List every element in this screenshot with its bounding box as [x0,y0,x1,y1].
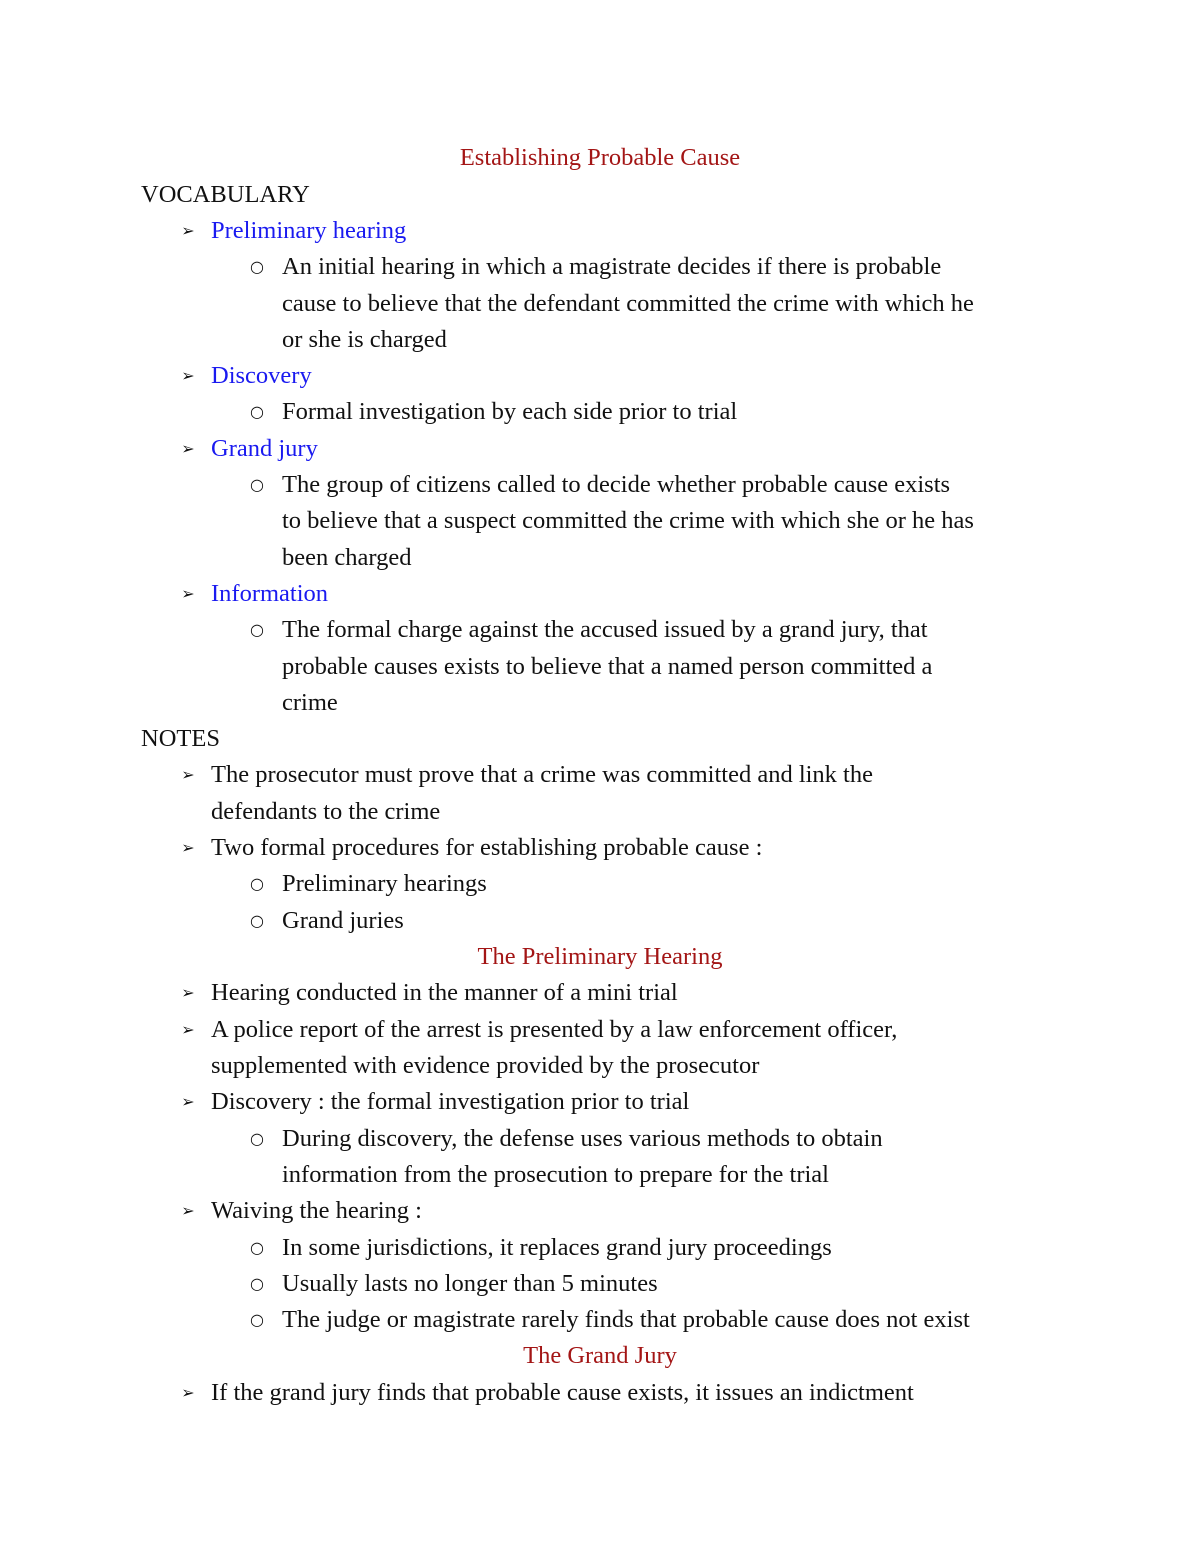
vocab-term-preliminary-hearing: Preliminary hearing [211,217,407,244]
arrowhead-bullet-icon: ➢ [181,838,195,857]
hollow-circle-bullet-icon: ○ [250,1129,264,1148]
page-title: Establishing Probable Cause [459,144,741,171]
section-heading-preliminary-hearing: The Preliminary Hearing [477,943,723,970]
notes-bullet-line: defendants to the crime [211,798,441,825]
notes-bullet-line: Two formal procedures for establishing probable cause : [211,834,763,861]
hearing-bullet-line: supplemented with evidence provided by the prosecutor [211,1052,760,1079]
hollow-circle-bullet-icon: ○ [250,257,264,276]
hearing-sub-item: During discovery, the defense uses various methods to obtain [282,1125,883,1152]
vocab-definition-line: to believe that a suspect committed the crime with which she or he has [282,507,974,534]
vocab-definition-line: probable causes exists to believe that a named person committed a [282,653,933,680]
arrowhead-bullet-icon: ➢ [181,439,195,458]
hollow-circle-bullet-icon: ○ [250,475,264,494]
grand-jury-bullet-line: If the grand jury finds that probable cause exists, it issues an indictment [211,1379,914,1406]
hollow-circle-bullet-icon: ○ [250,1274,264,1293]
arrowhead-bullet-icon: ➢ [181,366,195,385]
hollow-circle-bullet-icon: ○ [250,874,264,893]
vocab-term-information: Information [211,580,329,607]
hollow-circle-bullet-icon: ○ [250,1238,264,1257]
notes-sub-item: Preliminary hearings [282,870,487,897]
hollow-circle-bullet-icon: ○ [250,402,264,421]
hearing-bullet-line: Discovery : the formal investigation prior to trial [211,1088,690,1115]
notes-bullet-line: The prosecutor must prove that a crime was committed and link the [211,761,873,788]
arrowhead-bullet-icon: ➢ [181,1201,195,1220]
arrowhead-bullet-icon: ➢ [181,1383,195,1402]
vocab-term-grand-jury: Grand jury [211,435,318,462]
arrowhead-bullet-icon: ➢ [181,765,195,784]
hearing-sub-item: information from the prosecution to prepare for the trial [282,1161,829,1188]
vocab-definition-line: An initial hearing in which a magistrate decides if there is probable [282,253,942,280]
arrowhead-bullet-icon: ➢ [181,221,195,240]
vocab-definition-line: The formal charge against the accused issued by a grand jury, that [282,616,928,643]
hollow-circle-bullet-icon: ○ [250,620,264,639]
vocab-definition-line: The group of citizens called to decide whether probable cause exists [282,471,951,498]
hearing-sub-item: Usually lasts no longer than 5 minutes [282,1270,658,1297]
hearing-sub-item: The judge or magistrate rarely finds that probable cause does not exist [282,1306,970,1333]
vocabulary-label: VOCABULARY [141,181,310,208]
arrowhead-bullet-icon: ➢ [181,1092,195,1111]
hearing-bullet-line: Hearing conducted in the manner of a mini trial [211,979,678,1006]
vocab-definition-line: Formal investigation by each side prior to trial [282,398,738,425]
hearing-bullet-line: Waiving the hearing : [211,1197,422,1224]
arrowhead-bullet-icon: ➢ [181,1020,195,1039]
notes-label: NOTES [141,725,220,752]
vocab-term-discovery: Discovery [211,362,312,389]
vocab-definition-line: been charged [282,544,412,571]
vocab-definition-line: or she is charged [282,326,447,353]
arrowhead-bullet-icon: ➢ [181,983,195,1002]
hollow-circle-bullet-icon: ○ [250,1310,264,1329]
hearing-bullet-line: A police report of the arrest is presented by a law enforcement officer, [211,1016,898,1043]
notes-sub-item: Grand juries [282,907,404,934]
hollow-circle-bullet-icon: ○ [250,911,264,930]
arrowhead-bullet-icon: ➢ [181,584,195,603]
vocab-definition-line: cause to believe that the defendant committed the crime with which he [282,290,974,317]
vocab-definition-line: crime [282,689,338,716]
section-heading-grand-jury: The Grand Jury [523,1342,677,1369]
hearing-sub-item: In some jurisdictions, it replaces grand jury proceedings [282,1234,832,1261]
